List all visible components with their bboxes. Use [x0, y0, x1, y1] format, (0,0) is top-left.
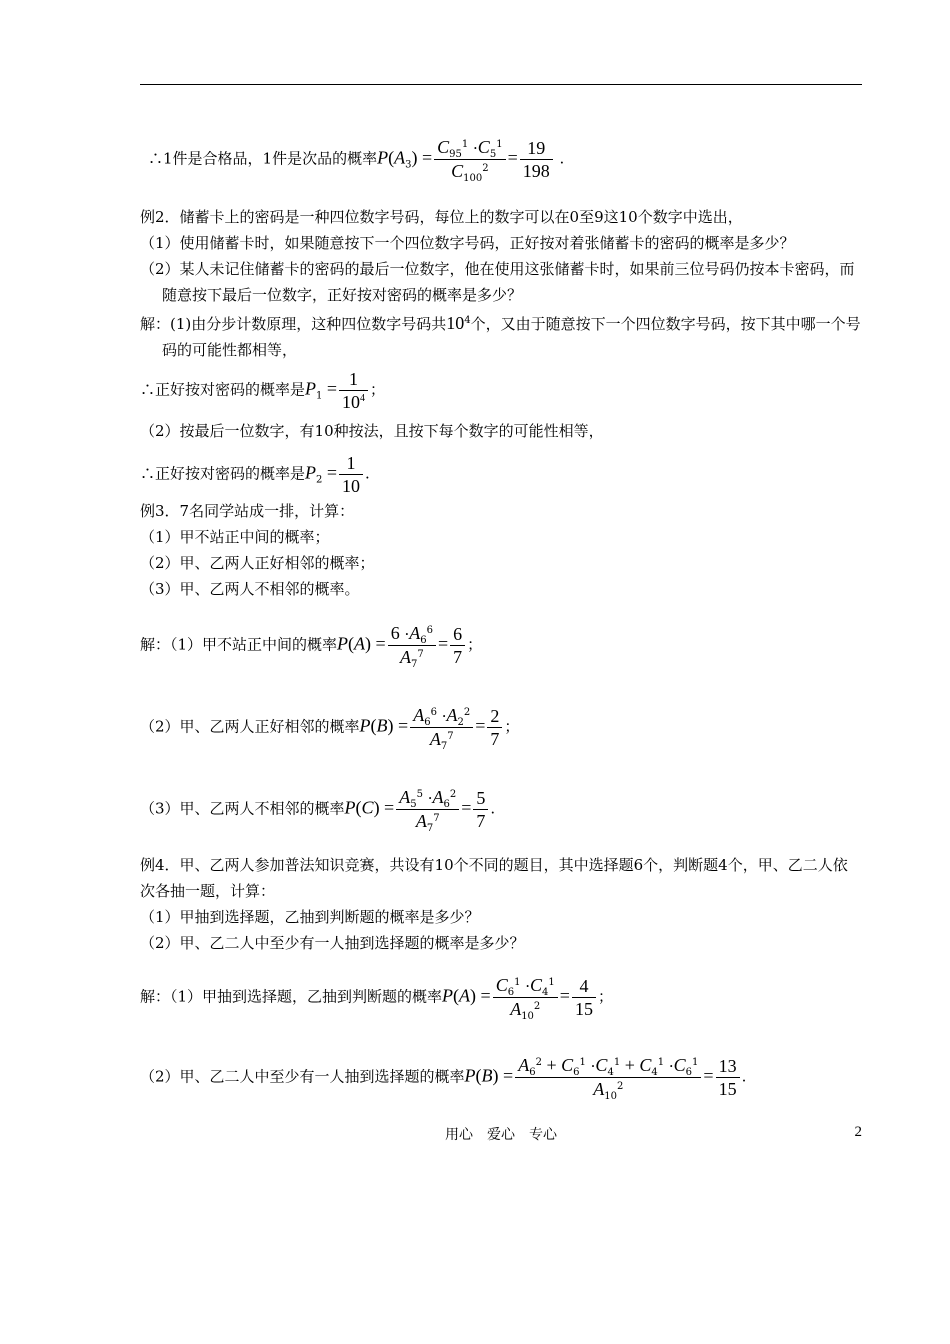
footer-motto: 用心 爱心 专心: [445, 1127, 557, 1143]
ex4-q1: （1）甲抽到选择题，乙抽到判断题的概率是多少？: [140, 908, 480, 926]
ex2-p1: ∴正好按对密码的概率是$P_1$ = $\frac{1}{10^4}$ ；: [140, 369, 386, 412]
ex4-s2: （2）甲、乙二人中至少有一人抽到选择题的概率P(B) = $\frac{A_6^2 + C_6^1 \cdot C_4^1 + C_4^1 \cdot C_6^1}{A_{10}^2}$ = $\frac{13}{15}$ .: [140, 1055, 747, 1102]
ex2-title: 例2．储蓄卡上的密码是一种四位数字号码，每位上的数字可以在0至9这10个数字中选出，: [140, 208, 743, 226]
ex3-q2: （2）甲、乙两人正好相邻的概率；: [140, 554, 375, 572]
ex2-q2: （2）某人未记住储蓄卡的密码的最后一位数字，他在使用这张储蓄卡时，如果前三位号码仍按本卡密码，而随意按下最后一位数字，正好按对密码的概率是多少？: [140, 260, 855, 304]
ex3-title: 例3．7名同学站成一排，计算：: [140, 502, 355, 520]
ex2-solution-1: 解：(1)由分步计数原理，这种四位数字号码共$10^4$个，又由于随意按下一个四位数字号码，按下其中哪一个号码的可能性都相等，: [140, 313, 861, 359]
ex2-p2: ∴正好按对密码的概率是$P_2$ = $\frac{1}{10}$ .: [140, 453, 370, 496]
header-rule: [140, 84, 862, 85]
ex4-q2: （2）甲、乙二人中至少有一人抽到选择题的概率是多少？: [140, 934, 525, 952]
ex3-s2: （2）甲、乙两人正好相邻的概率P(B) = $\frac{A_6^6 \cdot A_2^2}{A_7^7}$ = $\frac{2}{7}$ ；: [140, 705, 520, 752]
ex4-s1: 解：（1）甲抽到选择题，乙抽到判断题的概率P(A) = $\frac{C_6^1 \cdot C_4^1}{A_{10}^2}$ = $\frac{4}{15}$ ；: [140, 975, 613, 1022]
ex2-solution-2: （2）按最后一位数字，有10种按法，且按下每个数字的可能性相等，: [140, 422, 604, 440]
ex3-q3: （3）甲、乙两人不相邻的概率。: [140, 580, 360, 598]
ex3-q1: （1）甲不站正中间的概率；: [140, 528, 330, 546]
fraction-a3: $\frac{C_{95}^1 \cdot C_5^1}{C_{100}^2}$: [434, 136, 505, 183]
page-number: 2: [854, 1124, 862, 1140]
ex2-q1: （1）使用储蓄卡时，如果随意按下一个四位数字号码，正好按对着张储蓄卡的密码的概率是多少？: [140, 234, 795, 252]
ex3-s3: （3）甲、乙两人不相邻的概率P(C) = $\frac{A_5^5 \cdot A_6^2}{A_7^7}$ = $\frac{5}{7}$ .: [140, 787, 496, 834]
prob-a3-line: ∴1件是合格品，1件是次品的概率$P(A_3)$ = $\frac{C_{95}^1 \cdot C_5^1}{C_{100}^2}$ = $\frac{19}{198}$ .: [148, 137, 565, 184]
text-prefix: ∴1件是合格品，1件是次品的概率: [148, 149, 378, 168]
ex4-title: 例4．甲、乙两人参加普法知识竞赛，共设有10个不同的题目，其中选择题6个，判断题4个，甲、乙二人依次各抽一题，计算：: [140, 856, 848, 900]
ex3-s1: 解：（1）甲不站正中间的概率P(A) = $\frac{6 \cdot A_6^6}{A_7^7}$ = $\frac{6}{7}$ ；: [140, 623, 483, 670]
